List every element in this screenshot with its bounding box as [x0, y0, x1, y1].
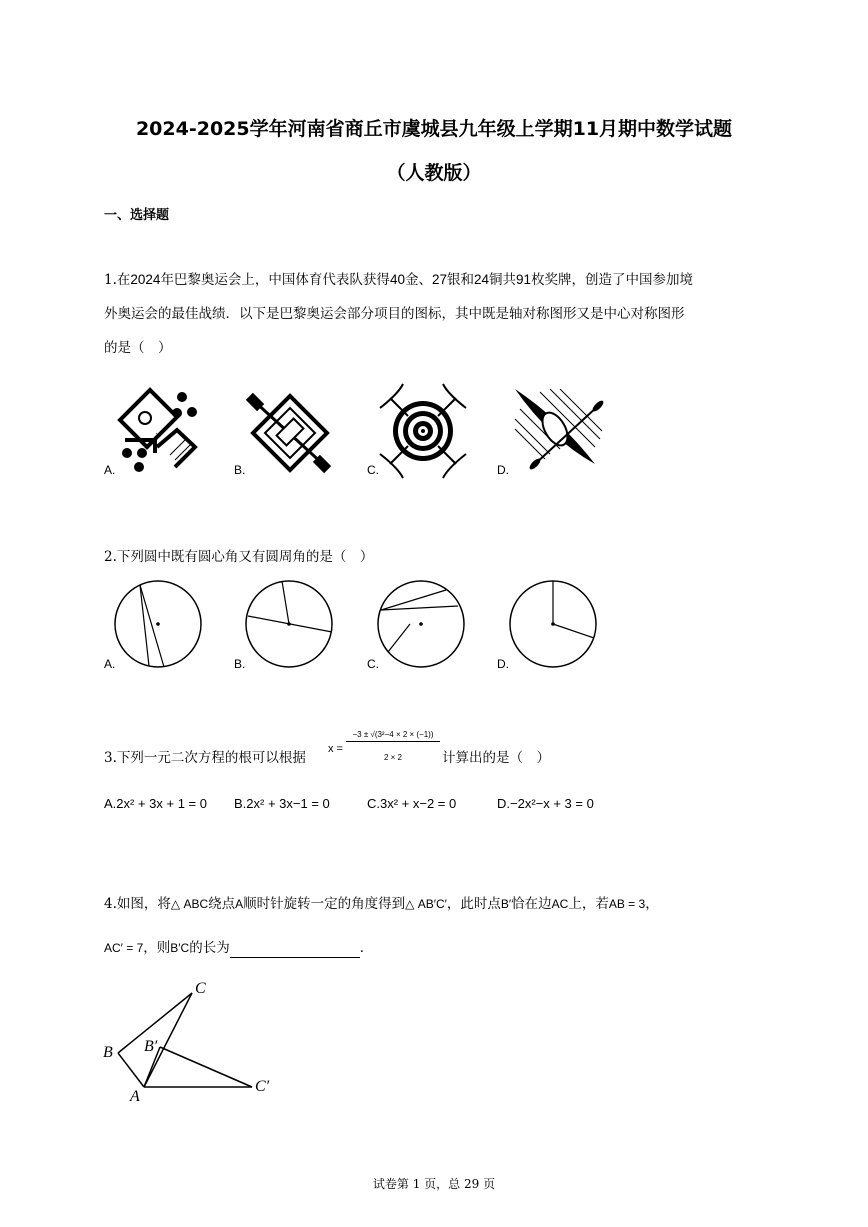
section-heading: 一、选择题 [104, 208, 170, 223]
question-2-stem: 2.下列圆中既有圆心角又有圆周角的是（ ） [104, 549, 374, 565]
point-a: A [235, 897, 244, 911]
circle-option-a [114, 580, 204, 670]
question-1-line3: 的是（ ） [104, 340, 172, 356]
ac-prime-value: AC′ = 7 [104, 941, 144, 955]
ab-value: AB = 3 [608, 897, 646, 911]
point-b-prime: B′ [500, 897, 512, 911]
question-4-line1 [104, 894, 784, 914]
option-label: B. [234, 796, 247, 811]
text: 4.如图，将 [104, 896, 171, 912]
figure-label-c: C [195, 980, 206, 997]
text: 恰在边 [511, 896, 552, 912]
silver-count: 27 [431, 272, 447, 287]
option-label: D. [497, 796, 510, 811]
q3-option-c [367, 796, 456, 811]
q3-option-a [104, 796, 207, 811]
q3-option-b [234, 796, 330, 811]
text: ，此时点 [446, 896, 501, 912]
text: ，则 [143, 940, 171, 956]
text: 金、 [404, 272, 432, 288]
option-label: D. [497, 657, 509, 671]
football-icon [115, 385, 205, 475]
circle-option-d [510, 580, 600, 670]
gold-count: 40 [389, 272, 405, 287]
q3-option-d [497, 796, 594, 811]
archery-target-icon [378, 386, 468, 476]
text: 顺时针旋转一定的角度得到 [243, 896, 406, 912]
formula-numerator: −3 ± √(3²−4 × 2 × (−1)) [346, 730, 440, 742]
figure-label-b-prime: B′ [144, 1038, 158, 1055]
canoe-icon [510, 384, 605, 476]
option-label: B. [234, 657, 246, 671]
circle-option-c [378, 580, 468, 670]
option-label: A. [104, 463, 116, 477]
triangle-abc: △ ABC [170, 897, 209, 911]
text: 上，若 [568, 896, 609, 912]
option-label: B. [234, 463, 246, 477]
option-text: −2x²−x + 3 = 0 [510, 796, 594, 811]
text: 银和 [447, 272, 474, 288]
svg-text:×: × [155, 431, 161, 439]
option-label: D. [497, 463, 509, 477]
question-1-line2: 外奥运会的最佳战绩．以下是巴黎奥运会部分项目的图标，其中既是轴对称图形又是中心对称图形 [104, 306, 685, 322]
text: 绕点 [208, 896, 236, 912]
text: 在 [116, 272, 131, 288]
segment-b-prime-c: B′C [170, 941, 190, 955]
question-3-stem-after: 计算出的是（ ） [442, 750, 550, 766]
text: 枚奖牌，创造了中国参加境 [531, 272, 694, 288]
formula-denominator: 2 × 2 [383, 753, 402, 762]
option-text: 2x² + 3x−1 = 0 [246, 796, 330, 811]
text: ． [359, 940, 374, 956]
year-value: 2024 [130, 272, 161, 287]
circle-option-b [246, 580, 336, 670]
triangle-abc-prime: △ AB′C′ [405, 897, 447, 911]
text: ， [645, 896, 659, 912]
weightlifting-icon [245, 388, 335, 476]
total-count: 91 [516, 272, 532, 287]
question-4-line2 [104, 938, 373, 958]
text: 的长为 [189, 940, 230, 956]
figure-label-c-prime: C′ [255, 1078, 270, 1095]
answer-blank[interactable] [230, 943, 360, 958]
option-text: 3x² + x−2 = 0 [380, 796, 457, 811]
figure-label-a: A [130, 1088, 140, 1105]
option-label: A. [104, 657, 116, 671]
text: 年巴黎奥运会上，中国体育代表队获得 [160, 272, 390, 288]
option-text: 2x² + 3x + 1 = 0 [116, 796, 207, 811]
formula-x: x = [328, 743, 343, 755]
question-3-stem-before: 3.下列一元二次方程的根可以根据 [104, 750, 306, 766]
question-number: 1. [104, 272, 117, 288]
option-label: A. [104, 796, 117, 811]
option-label: C. [367, 796, 380, 811]
option-label: C. [367, 463, 379, 477]
figure-label-b: B [103, 1044, 113, 1061]
question-1-line1 [104, 270, 764, 290]
page-footer: 试卷第 1 页，总 29 页 [372, 1177, 496, 1191]
edge-ac: AC [551, 897, 569, 911]
document-title-line1: 2024-2025学年河南省商丘市虞城县九年级上学期11月期中数学试题 [135, 118, 733, 140]
option-label: C. [367, 657, 379, 671]
document-title-line2: （人教版） [386, 162, 482, 184]
text: 铜共 [489, 272, 517, 288]
bronze-count: 24 [474, 272, 490, 287]
